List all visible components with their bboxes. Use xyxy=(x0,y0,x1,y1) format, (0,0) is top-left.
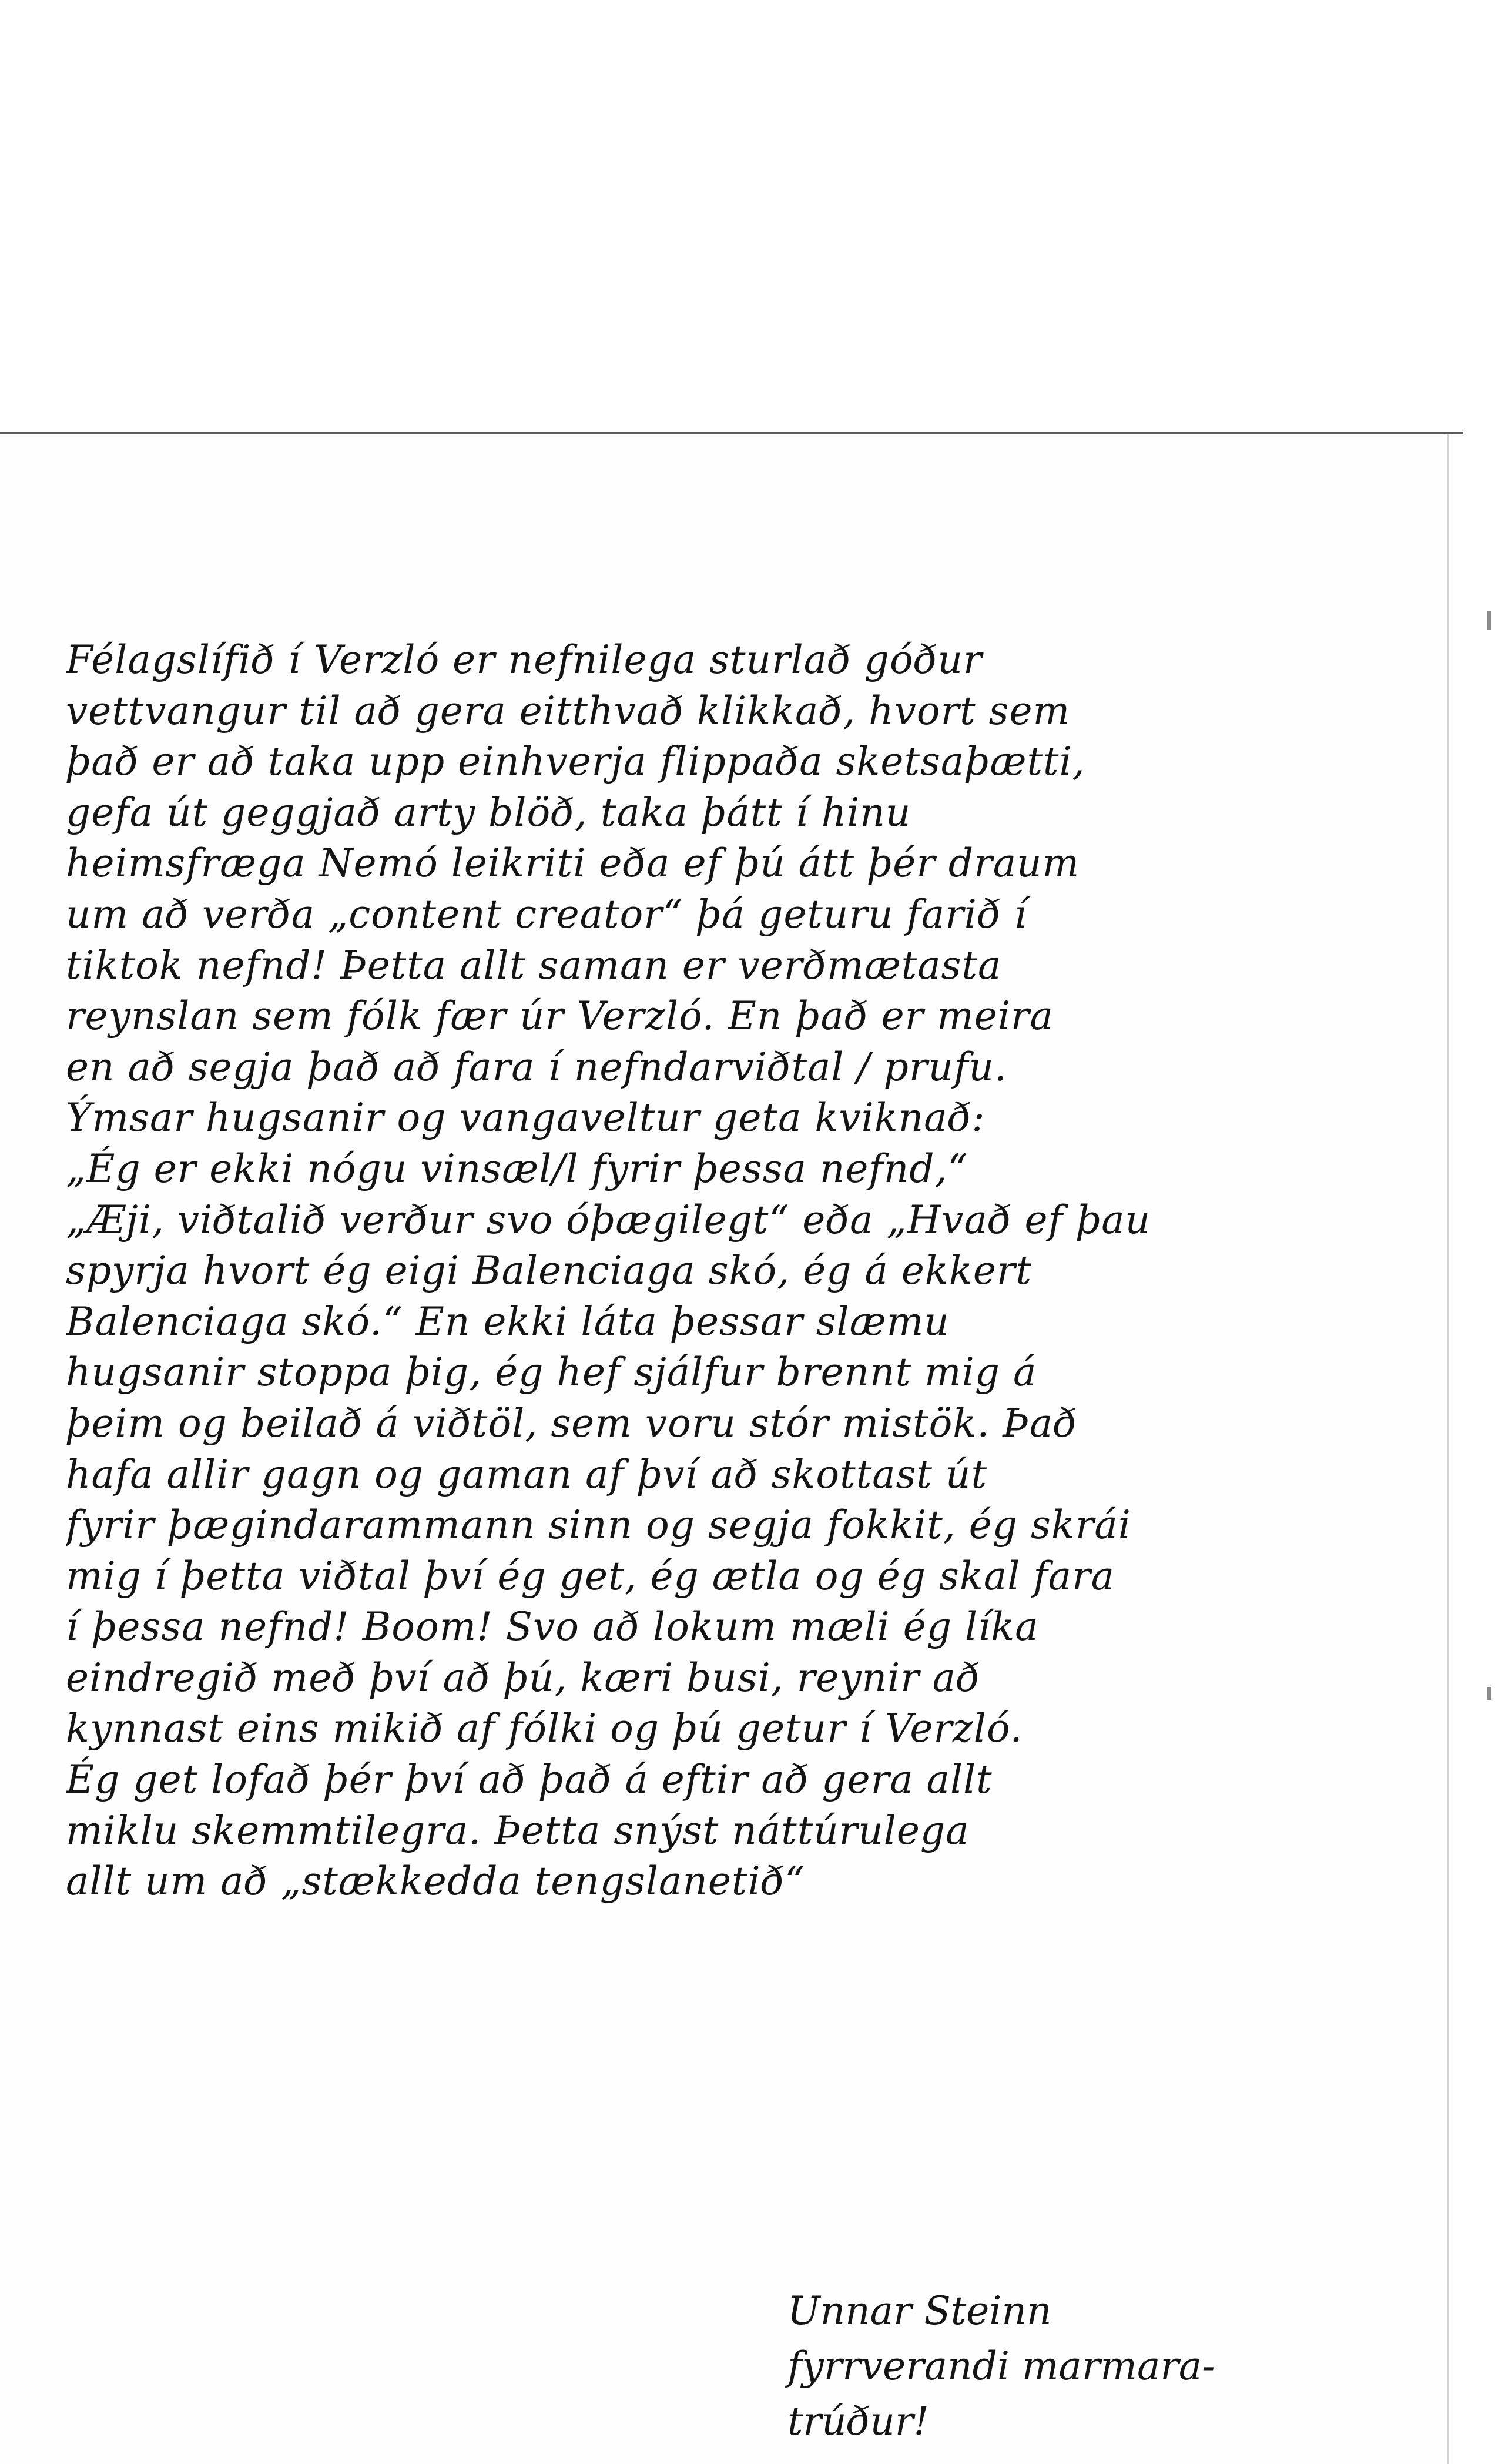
letter-line: Balenciaga skó.“ En ekki láta þessar slæmu xyxy=(66,1298,950,1344)
letter-line: reynslan sem fólk fær úr Verzló. En það er meira xyxy=(66,993,1054,1039)
letter-line: það er að taka upp einhverja flippaða sketsaþætti, xyxy=(66,739,1085,785)
letter-signature xyxy=(787,2284,1410,2449)
letter-line: en að segja það að fara í nefndarviðtal / prufu. xyxy=(66,1044,1007,1090)
top-margin xyxy=(0,0,1495,432)
letter-line: vettvangur til að gera eitthvað klikkað, hvort sem xyxy=(66,688,1071,734)
letter-line: gefa út geggjað arty blöð, taka þátt í hinu xyxy=(66,789,911,835)
letter-line: hugsanir stoppa þig, ég hef sjálfur brennt mig á xyxy=(66,1350,1037,1395)
letter-line: kynnast eins mikið af fólki og þú getur í Verzló. xyxy=(66,1706,1023,1752)
letter-line: „Æji, viðtalið verður svo óþægilegt“ eða „Hvað ef þau xyxy=(66,1197,1151,1243)
scan-edge-mark xyxy=(1487,1687,1491,1700)
letter-line: mig í þetta viðtal því ég get, ég ætla og ég skal fara xyxy=(66,1553,1115,1599)
letter-line: heimsfræga Nemó leikriti eða ef þú átt þér draum xyxy=(66,841,1080,886)
paper-right-edge xyxy=(1447,434,1449,2464)
letter-line: Félagslífið í Verzló er nefnilega sturlað góður xyxy=(66,637,983,682)
letter-line: Ég get lofað þér því að það á eftir að gera allt xyxy=(66,1757,993,1803)
letter-line: hafa allir gagn og gaman af því að skottast út xyxy=(66,1451,987,1497)
signature-role: trúður! xyxy=(787,2399,929,2444)
scan-edge-mark xyxy=(1487,611,1491,630)
handwritten-letter-body xyxy=(66,635,1394,1907)
letter-line: „Ég er ekki nógu vinsæl/l fyrir þessa nefnd,“ xyxy=(66,1146,968,1191)
letter-line: þeim og beilað á viðtöl, sem voru stór mistök. Það xyxy=(66,1400,1077,1446)
letter-line: um að verða „content creator“ þá geturu farið í xyxy=(66,891,1027,937)
letter-line: allt um að „stækkedda tengslanetið“ xyxy=(66,1859,806,1904)
letter-line: miklu skemmtilegra. Þetta snýst náttúrulega xyxy=(66,1807,970,1853)
signature-role: fyrrverandi marmara- xyxy=(787,2344,1215,2389)
letter-line: í þessa nefnd! Boom! Svo að lokum mæli ég líka xyxy=(66,1604,1039,1650)
letter-line: tiktok nefnd! Þetta allt saman er verðmætasta xyxy=(66,942,1002,988)
letter-line: eindregið með því að þú, kæri busi, reynir að xyxy=(66,1655,980,1700)
letter-line: Ýmsar hugsanir og vangaveltur geta kviknað: xyxy=(66,1095,986,1141)
letter-line: spyrja hvort ég eigi Balenciaga skó, ég á ekkert xyxy=(66,1248,1032,1294)
letter-line: fyrir þægindarammann sinn og segja fokkit, ég skrái xyxy=(66,1502,1131,1548)
signature-name: Unnar Steinn xyxy=(787,2288,1052,2334)
